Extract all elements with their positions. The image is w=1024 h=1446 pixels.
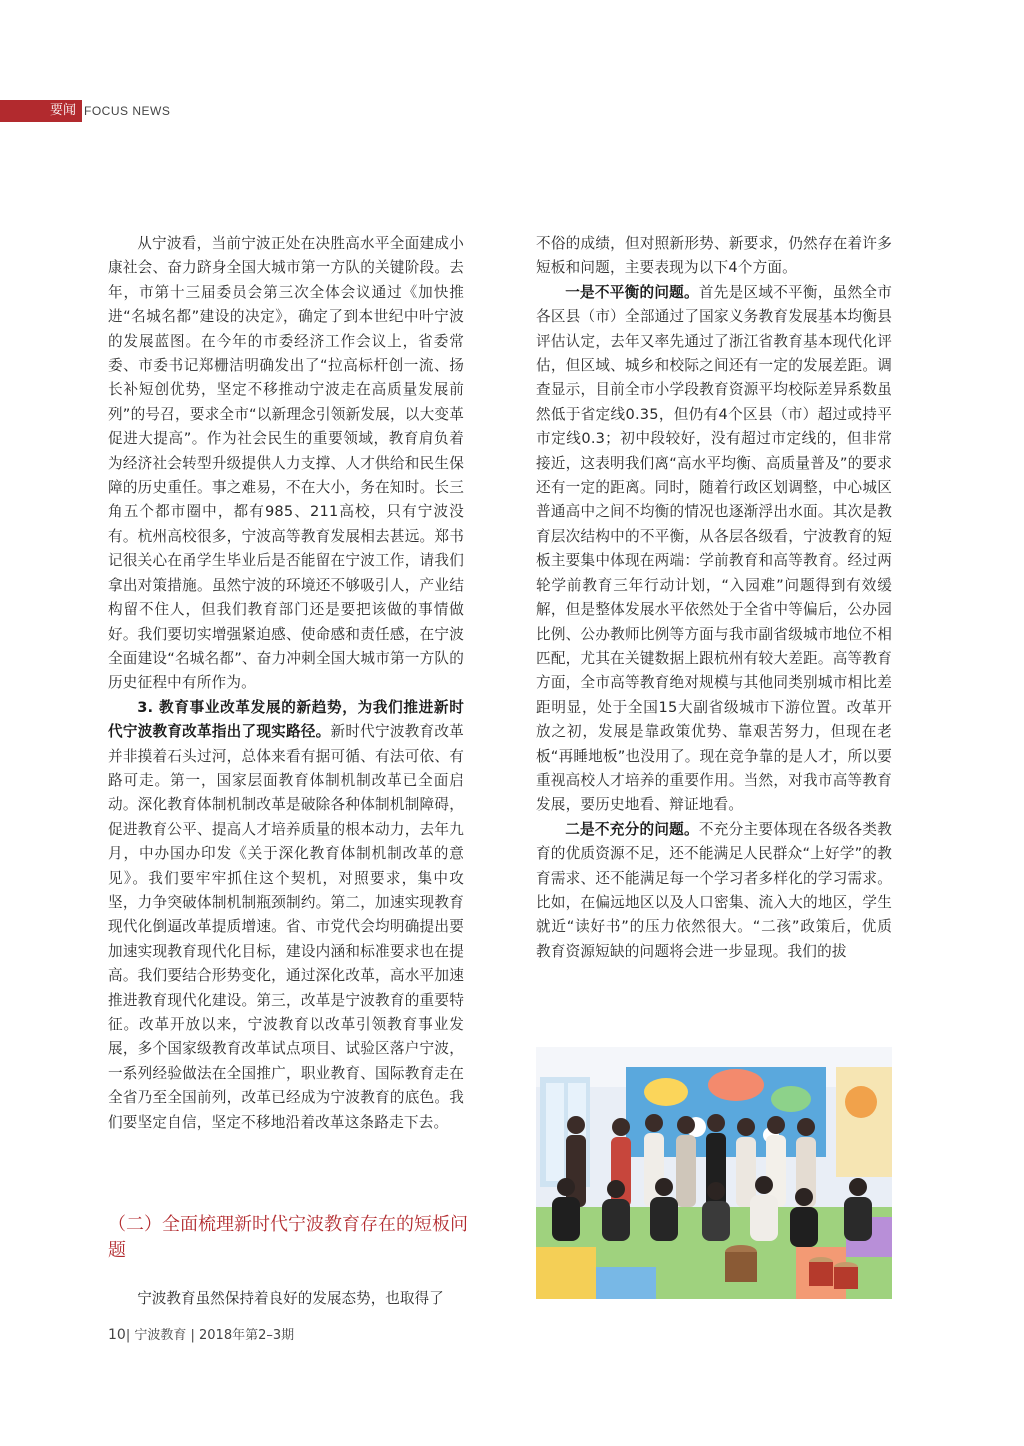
left-paragraph-2	[108, 696, 464, 1135]
left-paragraph-3: 宁波教育虽然保持着良好的发展态势，也取得了	[137, 1290, 444, 1307]
group-photo-illustration	[536, 1047, 892, 1299]
left-paragraph-2-lead: 3. 教育事业改革发展的新趋势，为我们推进新时代宁波教育改革指出了现实路径。	[108, 698, 464, 741]
left-paragraph-1: 从宁波看，当前宁波正处在决胜高水平全面建成小康社会、奋力跻身全国大城市第一方队的关键阶段。去年，市第十三届委员会第三次全体会议通过《加快推进“名城名都”建设的决定》，确定了到本世纪中叶宁波的发展蓝图。在今年的市委经济工作会议上，省委常委、市委书记郑栅洁明确发出了“拉高标杆创一流、扬长补短创优势，坚定不移推动宁波走在高质量发展前列”的号召，要求全市“以新理念引领新发展，以大变革促进大提高”。作为社会民生的重要领域，教育肩负着为经济社会转型升级提供人力支撑、人才供给和民生保障的历史重任。事之难易，不在大小，务在知时。长三角五个都市圈中，都有985、211高校，只有宁波没有。杭州高校很多，宁波高等教育发展相去甚远。郑书记很关心在甬学生毕业后是否能留在宁波工作，请我们拿出对策措施。虽然宁波的环境还不够吸引人，产业结构留不住人，但我们教育部门还是要把该做的事情做好。我们要切实增强紧迫感、使命感和责任感，在宁波全面建设“名城名都”、奋力冲刺全国大城市第一方队的历史征程中有所作为。	[108, 235, 464, 692]
right-paragraph-2-body: 不充分主要体现在各级各类教育的优质资源不足，还不能满足人民群众“上好学”的教育需求、还不能满足每一个学习者多样化的学习需求。比如，在偏远地区以及人口密集、流入大的地区，学生就近“读好书”的压力依然很大。“二孩”政策后，优质教育资源短缺的问题将会进一步显现。我们的拔	[536, 820, 892, 960]
issue-number: 2018年第2–3期	[199, 1328, 295, 1343]
left-paragraph-2-body: 新时代宁波教育改革并非摸着石头过河，总体来看有据可循、有法可依、有路可走。第一，国家层面教育体制机制改革已全面启动。深化教育体制机制改革是破除各种体制机制障碍，促进教育公平、提高人才培养质量的根本动力，去年九月，中办国办印发《关于深化教育体制机制改革的意见》。我们要牢牢抓住这个契机，对照要求，集中攻坚，力争突破体制机制瓶颈制约。第二，加速实现教育现代化倒逼改革提质增速。省、市党代会均明确提出要加速实现教育现代化目标，建设内涵和标准要求也在提高。我们要结合形势变化，通过深化改革，高水平加速推进教育现代化建设。第三，改革是宁波教育的重要特征。改革开放以来，宁波教育以改革引领教育事业发展，多个国家级教育改革试点项目、试验区落户宁波，一系列经验做法在全国推广，职业教育、国际教育走在全省乃至全国前列，改革已经成为宁波教育的底色。我们要坚定自信，坚定不移地沿着改革这条路走下去。	[108, 723, 464, 1131]
right-column	[536, 232, 892, 964]
footer-separator: |	[125, 1328, 135, 1343]
right-paragraph-1	[536, 281, 892, 818]
right-paragraph-0: 不俗的成绩，但对照新形势、新要求，仍然存在着许多短板和问题，主要表现为以下4个方面。	[536, 235, 892, 277]
right-paragraph-1-body: 首先是区域不平衡，虽然全市各区县（市）全部通过了国家义务教育发展基本均衡县评估认定，去年又率先通过了浙江省教育基本现代化评估，但区域、城乡和校际之间还有一定的发展差距。调查显示，目前全市小学段教育资源平均校际差异系数虽然低于省定线0.35，但仍有4个区县（市）超过或持平市定线0.3；初中段较好，没有超过市定线的，但非常接近，这表明我们离“高水平均衡、高质量普及”的要求还有一定的距离。同时，随着行政区划调整，中心城区普通高中之间不均衡的情况也逐渐浮出水面。其次是教育层次结构中的不平衡，从各层各级看，宁波教育的短板主要集中体现在两端：学前教育和高等教育。经过两轮学前教育三年行动计划，“入园难”问题得到有效缓解，但是整体发展水平依然处于全省中等偏后，公办园比例、公办教师比例等方面与我市副省级城市地位不相匹配，尤其在关键数据上跟杭州有较大差距。高等教育方面，全市高等教育绝对规模与其他同类别城市相比差距明显，处于全国15大副省级城市下游位置。改革开放之初，发展是靠政策优势、靠艰苦努力，但现在老板“再睡地板”也没用了。现在竞争靠的是人才，所以要重视高校人才培养的重要作用。当然，对我市高等教育发展，要历史地看、辩证地看。	[536, 283, 892, 814]
section-label: FOCUS NEWS	[84, 104, 171, 118]
section-title: 要闻	[50, 103, 77, 118]
footer-separator-2: |	[186, 1328, 200, 1343]
right-paragraph-2	[536, 818, 892, 964]
right-paragraph-2-lead: 二是不充分的问题。	[565, 820, 699, 838]
group-photo	[536, 1047, 892, 1299]
right-paragraph-1-lead: 一是不平衡的问题。	[565, 283, 699, 301]
page-footer	[108, 1326, 294, 1345]
page-number: 10	[108, 1327, 126, 1343]
left-column	[108, 232, 464, 1135]
section-subheading: （二）全面梳理新时代宁波教育存在的短板问题	[108, 1214, 468, 1261]
magazine-name: 宁波教育	[134, 1328, 187, 1343]
